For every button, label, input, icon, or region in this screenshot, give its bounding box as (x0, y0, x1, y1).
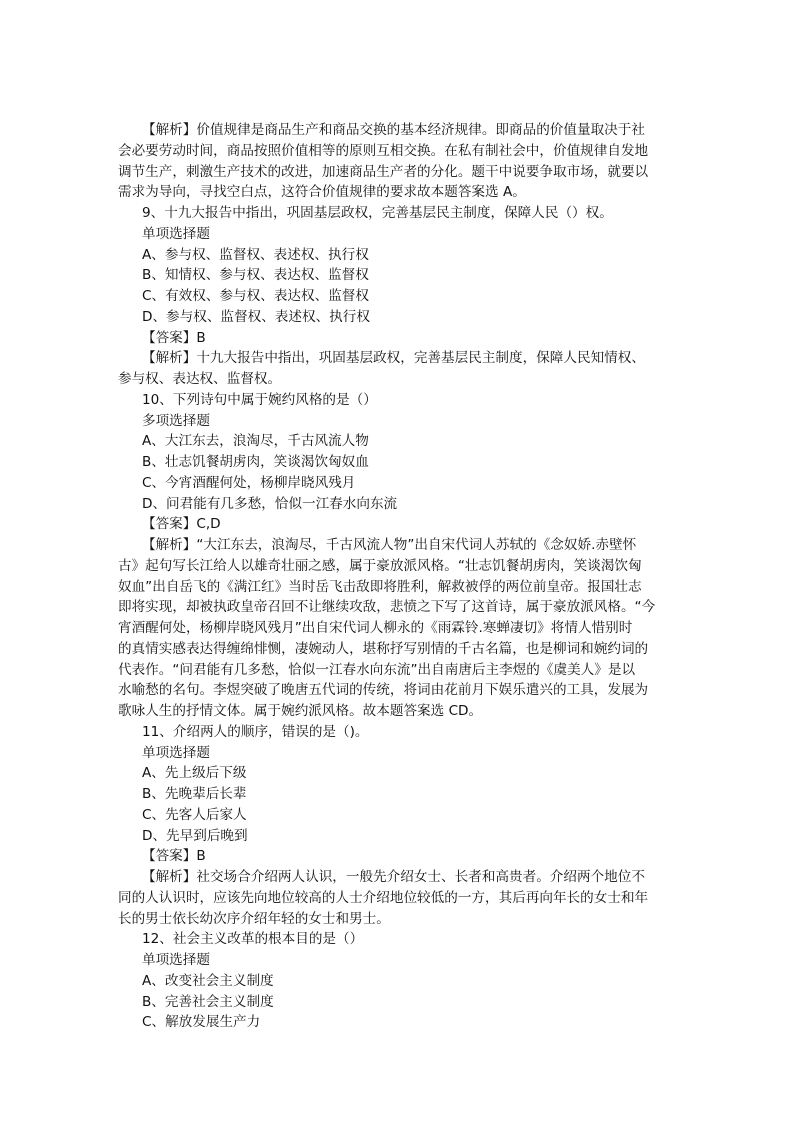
paragraph (118, 846, 688, 867)
text-line: C、有效权、参与权、表达权、监督权 (142, 288, 369, 304)
paragraph (118, 245, 688, 266)
text-line: 长的男士依长幼次序介绍年轻的女士和男士。 (118, 910, 390, 927)
paragraph (118, 784, 688, 805)
text-line: 单项选择题 (142, 744, 210, 761)
paragraph (118, 452, 688, 473)
paragraph (118, 805, 688, 826)
paragraph (118, 203, 688, 224)
text-line: A、参与权、监督权、表述权、执行权 (142, 246, 369, 263)
text-line: 单项选择题 (142, 225, 210, 242)
text-line: A、先上级后下级 (142, 765, 247, 782)
text-line: D、参与权、监督权、表述权、执行权 (142, 308, 370, 325)
paragraph (118, 286, 688, 307)
text-line: A、大江东去，浪淘尽，千古风流人物 (142, 433, 369, 450)
paragraph (118, 265, 688, 286)
text-line: 11、介绍两人的顺序，错误的是（)。 (142, 723, 369, 740)
text-line: C、先客人后家人 (142, 806, 247, 823)
paragraph (118, 535, 688, 722)
paragraph (118, 743, 688, 764)
paragraph (118, 390, 688, 411)
paragraph (118, 950, 688, 971)
text-line: 会必要劳动时间，商品按照价值相等的原则互相交换。在私有制社会中，价值规律自发地 (118, 142, 649, 159)
paragraph (118, 411, 688, 432)
text-line: B、壮志饥餐胡虏肉，笑谈渴饮匈奴血 (142, 454, 369, 470)
text-line: 9、十九大报告中指出，巩固基层政权，完善基层民主制度，保障人民（）权。 (142, 205, 613, 221)
text-line: 参与权、表达权、监督权。 (118, 371, 282, 387)
text-line: 【解析】社交场合介绍两人认识，一般先介绍女士、长者和高贵者。介绍两个地位不 (142, 869, 645, 885)
paragraph (118, 120, 688, 203)
text-line: 调节生产，刺激生产技术的改进，加速商品生产者的分化。题干中说要争取市场，就要以 (118, 163, 649, 180)
text-line: C、今宵酒醒何处，杨柳岸晓风残月 (142, 474, 356, 491)
text-line: C、解放发展生产力 (142, 1014, 261, 1031)
text-line: 奴血”出自岳飞的《满江红》当时岳飞击敌即将胜利，解救被俘的两位前皇帝。报国壮志 (118, 578, 642, 595)
text-line: 同的人认识时，应该先向地位较高的人士介绍地位较低的一方，其后再向年长的女士和年 (118, 889, 649, 906)
text-line: 10、下列诗句中属于婉约风格的是（） (142, 391, 377, 408)
text-line: 【解析】价值规律是商品生产和商品交换的基本经济规律。即商品的价值量取决于社 (142, 122, 645, 138)
paragraph (118, 826, 688, 847)
text-line: 古》起句写长江给人以雄奇壮丽之感，属于豪放派风格。“壮志饥餐胡虏肉，笑谈渴饮匈 (118, 557, 642, 574)
text-line: B、知情权、参与权、表达权、监督权 (142, 267, 369, 284)
paragraph (118, 307, 688, 328)
text-line: 【答案】B (142, 329, 206, 346)
document-body (118, 120, 688, 1033)
paragraph (118, 929, 688, 950)
text-line: 歌咏人生的抒情文体。属于婉约派风格。故本题答案选 CD。 (118, 703, 483, 719)
paragraph (118, 1012, 688, 1033)
text-line: B、完善社会主义制度 (142, 993, 274, 1010)
paragraph (118, 971, 688, 992)
text-line: 【答案】C,D (142, 516, 221, 533)
text-line: 的真情实感表达得缠绵悱恻，凄婉动人，堪称抒写别情的千古名篇，也是柳词和婉约词的 (118, 640, 649, 657)
text-line: 单项选择题 (142, 952, 210, 968)
text-line: 水喻愁的名句。李煜突破了晚唐五代词的传统，将词由花前月下娱乐遣兴的工具，发展为 (118, 682, 649, 699)
paragraph (118, 348, 688, 390)
text-line: 【解析】“大江东去，浪淘尽，千古风流人物”出自宋代词人苏轼的《念奴娇.赤壁怀 (142, 537, 637, 553)
text-line: D、问君能有几多愁，恰似一江春水向东流 (142, 495, 398, 512)
text-line: 12、社会主义改革的根本目的是（） (142, 931, 364, 948)
paragraph (118, 722, 688, 743)
paragraph (118, 494, 688, 515)
paragraph (118, 431, 688, 452)
text-line: 代表作。“问君能有几多愁，恰似一江春水向东流”出自南唐后主李煜的《虞美人》是以 (118, 661, 636, 678)
text-line: 需求为导向，寻找空白点，这符合价值规律的要求故本题答案选 A。 (118, 184, 526, 201)
text-line: 宵酒醒何处，杨柳岸晓风残月”出自宋代词人柳永的《雨霖铃.寒蝉凄切》将情人惜别时 (118, 620, 633, 636)
text-line: D、先早到后晚到 (142, 827, 248, 844)
paragraph (118, 514, 688, 535)
paragraph (118, 867, 688, 929)
text-line: A、改变社会主义制度 (142, 972, 274, 989)
paragraph (118, 763, 688, 784)
paragraph (118, 473, 688, 494)
paragraph (118, 328, 688, 349)
text-line: 多项选择题 (142, 412, 210, 429)
text-line: B、先晚辈后长辈 (142, 786, 247, 802)
paragraph (118, 224, 688, 245)
text-line: 【答案】B (142, 848, 206, 865)
text-line: 即将实现，却被执政皇帝召回不让继续攻敌，悲愤之下写了这首诗，属于豪放派风格。“今 (118, 599, 656, 616)
paragraph (118, 992, 688, 1013)
text-line: 【解析】十九大报告中指出，巩固基层政权，完善基层民主制度，保障人民知情权、 (142, 350, 645, 367)
